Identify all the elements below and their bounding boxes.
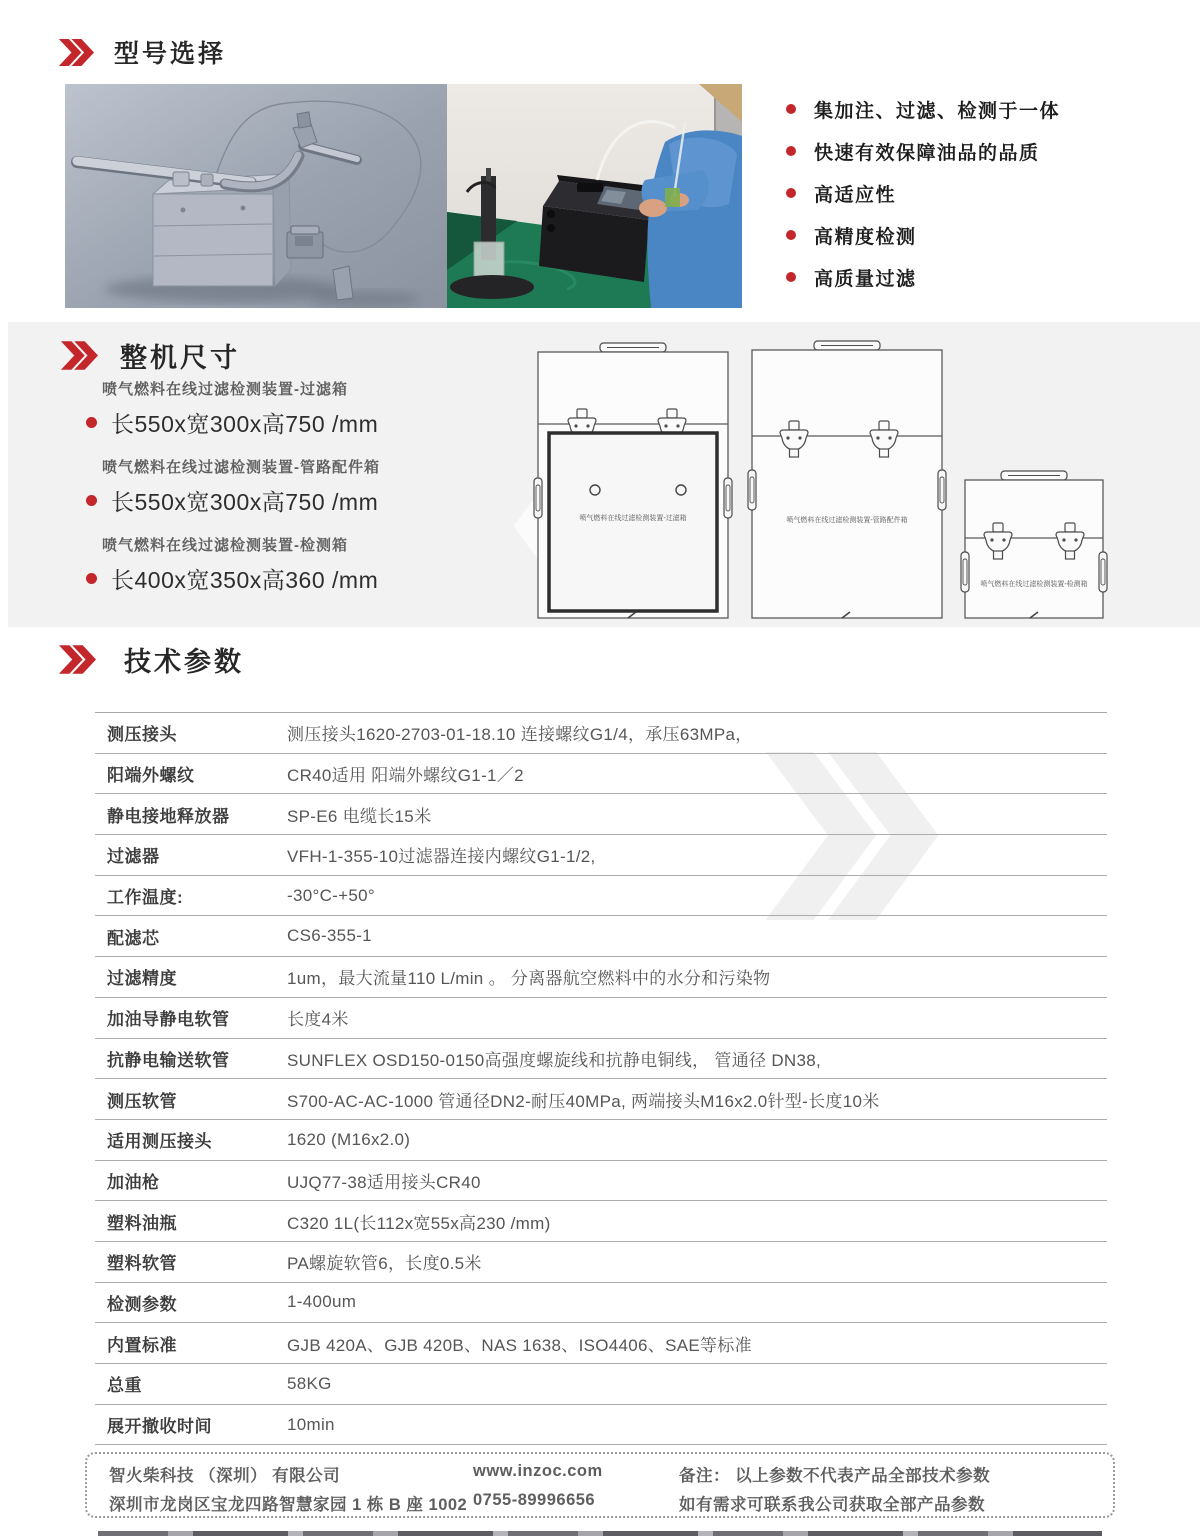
feature-item — [786, 140, 1060, 162]
bullet-dot — [786, 104, 796, 114]
case-drawing-piping — [748, 341, 946, 618]
spec-value: 10min — [287, 1414, 335, 1434]
spec-value: SP-E6 电缆长15米 — [287, 806, 432, 826]
bullet-dot — [786, 146, 796, 156]
feature-text: 快速有效保障油品的品质 — [814, 142, 1040, 164]
dimension-label: 喷气燃料在线过滤检测装置-检测箱 — [102, 537, 348, 554]
spec-label: 配滤芯 — [107, 928, 160, 948]
double-chevron-icon — [58, 39, 94, 66]
table-row — [95, 916, 1107, 957]
spec-label: 加油枪 — [107, 1172, 160, 1192]
model-selection-header — [58, 34, 226, 70]
spec-value: 58KG — [287, 1373, 332, 1393]
spec-label: 塑料油瓶 — [107, 1213, 177, 1233]
table-row — [95, 754, 1107, 795]
case-drawings — [520, 340, 1110, 625]
footer-note-1: 备注： 以上参数不代表产品全部技术参数 — [679, 1467, 991, 1485]
spec-value: GJB 420A、GJB 420B、NAS 1638、ISO4406、SAE等标准 — [287, 1335, 752, 1355]
bullet-dot — [786, 230, 796, 240]
spec-label: 测压软管 — [107, 1091, 177, 1111]
spec-value: CR40适用 阳端外螺纹G1-1／2 — [287, 766, 524, 786]
dimension-item — [86, 534, 380, 595]
table-row — [95, 794, 1107, 835]
dimension-label: 喷气燃料在线过滤检测装置-过滤箱 — [102, 381, 348, 398]
table-row — [95, 1161, 1107, 1202]
dimension-value: 长550x宽300x高750 /mm — [111, 411, 379, 437]
bullet-dot — [786, 188, 796, 198]
spec-label: 展开撤收时间 — [107, 1417, 212, 1437]
double-chevron-icon — [60, 341, 98, 370]
table-row — [95, 1323, 1107, 1364]
dimension-value: 长400x宽350x高360 /mm — [111, 567, 379, 593]
feature-text: 高质量过滤 — [814, 268, 917, 290]
dimension-value: 长550x宽300x高750 /mm — [111, 489, 379, 515]
spec-label: 内置标准 — [107, 1335, 177, 1355]
feature-item — [786, 224, 1060, 246]
footer-note-2: 如有需求可联系我公司获取全部产品参数 — [679, 1496, 985, 1514]
spec-value: 长度4米 — [287, 1010, 349, 1030]
dimensions-header — [60, 336, 240, 375]
section-title-model-selection: 型号选择 — [114, 40, 227, 68]
product-photo-image — [447, 84, 742, 308]
company-address: 深圳市龙岗区宝龙四路智慧家园 1 栋 B 座 1002 — [109, 1496, 468, 1514]
bullet-dot — [86, 417, 97, 428]
spec-value: 1um，最大流量110 L/min 。 分离器航空燃料中的水分和污染物 — [287, 969, 771, 989]
product-cad-image — [65, 84, 447, 308]
section-title-specs: 技术参数 — [124, 647, 244, 677]
spec-value: UJQ77-38适用接头CR40 — [287, 1172, 481, 1192]
feature-text: 高精度检测 — [814, 226, 917, 248]
company-name: 智火柴科技 （深圳） 有限公司 — [109, 1467, 341, 1485]
double-chevron-icon — [58, 645, 96, 674]
table-row — [95, 1039, 1107, 1080]
table-row — [95, 1201, 1107, 1242]
table-row — [95, 1242, 1107, 1283]
table-row — [95, 1405, 1107, 1446]
case-label: 喷气燃料在线过滤检测装置-过滤箱 — [579, 515, 687, 522]
feature-text: 高适应性 — [814, 184, 897, 206]
spec-label: 适用测压接头 — [107, 1132, 212, 1152]
website-link[interactable]: www.inzoc.com — [473, 1462, 603, 1480]
spec-label: 过滤器 — [107, 847, 160, 867]
case-label: 喷气燃料在线过滤检测装置-检测箱 — [980, 581, 1088, 588]
spec-value: VFH-1-355-10过滤器连接内螺纹G1-1/2, — [287, 847, 596, 867]
spec-label: 塑料软管 — [107, 1254, 177, 1274]
spec-label: 阳端外螺纹 — [107, 766, 195, 786]
bullet-dot — [786, 272, 796, 282]
table-row — [95, 1283, 1107, 1324]
spec-label: 加油导静电软管 — [107, 1010, 230, 1030]
case-drawing-detection — [961, 471, 1107, 618]
spec-value: 1620 (M16x2.0) — [287, 1129, 411, 1149]
feature-item — [786, 98, 1060, 120]
spec-label: 过滤精度 — [107, 969, 177, 989]
table-row — [95, 1079, 1107, 1120]
spec-value: -30°C-+50° — [287, 885, 375, 905]
spec-value: 测压接头1620-2703-01-18.10 连接螺纹G1/4，承压63MPa， — [287, 725, 753, 745]
table-row — [95, 998, 1107, 1039]
spec-table — [95, 712, 1107, 1445]
table-row — [95, 835, 1107, 876]
case-drawing-filter — [534, 343, 732, 618]
spec-value: C320 1L(长112x宽55x高230 /mm) — [287, 1213, 551, 1233]
specs-header — [58, 640, 244, 679]
phone-number: 0755-89996656 — [473, 1491, 596, 1509]
spec-label: 测压接头 — [107, 725, 177, 745]
dimension-label: 喷气燃料在线过滤检测装置-管路配件箱 — [102, 459, 380, 476]
spec-label: 检测参数 — [107, 1294, 177, 1314]
dimension-item — [86, 456, 380, 517]
bullet-dot — [86, 573, 97, 584]
feature-item — [786, 182, 1060, 204]
case-label: 喷气燃料在线过滤检测装置-管路配件箱 — [786, 517, 908, 524]
spec-label: 抗静电输送软管 — [107, 1050, 230, 1070]
spec-label: 工作温度: — [107, 888, 184, 908]
section-title-dimensions: 整机尺寸 — [120, 343, 240, 373]
spec-label: 总重 — [107, 1376, 142, 1396]
table-row — [95, 876, 1107, 917]
dimension-item — [86, 378, 380, 439]
bottom-strip — [98, 1531, 1102, 1536]
dimension-list — [86, 378, 380, 612]
feature-text: 集加注、过滤、检测于一体 — [814, 100, 1061, 122]
footer — [85, 1452, 1115, 1518]
table-row — [95, 1120, 1107, 1161]
table-row — [95, 1364, 1107, 1405]
bullet-dot — [86, 495, 97, 506]
table-row — [95, 713, 1107, 754]
spec-value: SUNFLEX OSD150-0150高强度螺旋线和抗静电铜线， 管通径 DN38, — [287, 1050, 822, 1070]
table-row — [95, 957, 1107, 998]
spec-value: S700-AC-AC-1000 管通径DN2-耐压40MPa, 两端接头M16x2.0针型-长度10米 — [287, 1091, 880, 1111]
spec-label: 静电接地释放器 — [107, 806, 230, 826]
spec-value: PA螺旋软管6，长度0.5米 — [287, 1254, 482, 1274]
spec-value: 1-400um — [287, 1292, 357, 1312]
spec-value: CS6-355-1 — [287, 926, 372, 946]
feature-item — [786, 266, 1060, 288]
feature-list — [786, 98, 1060, 308]
